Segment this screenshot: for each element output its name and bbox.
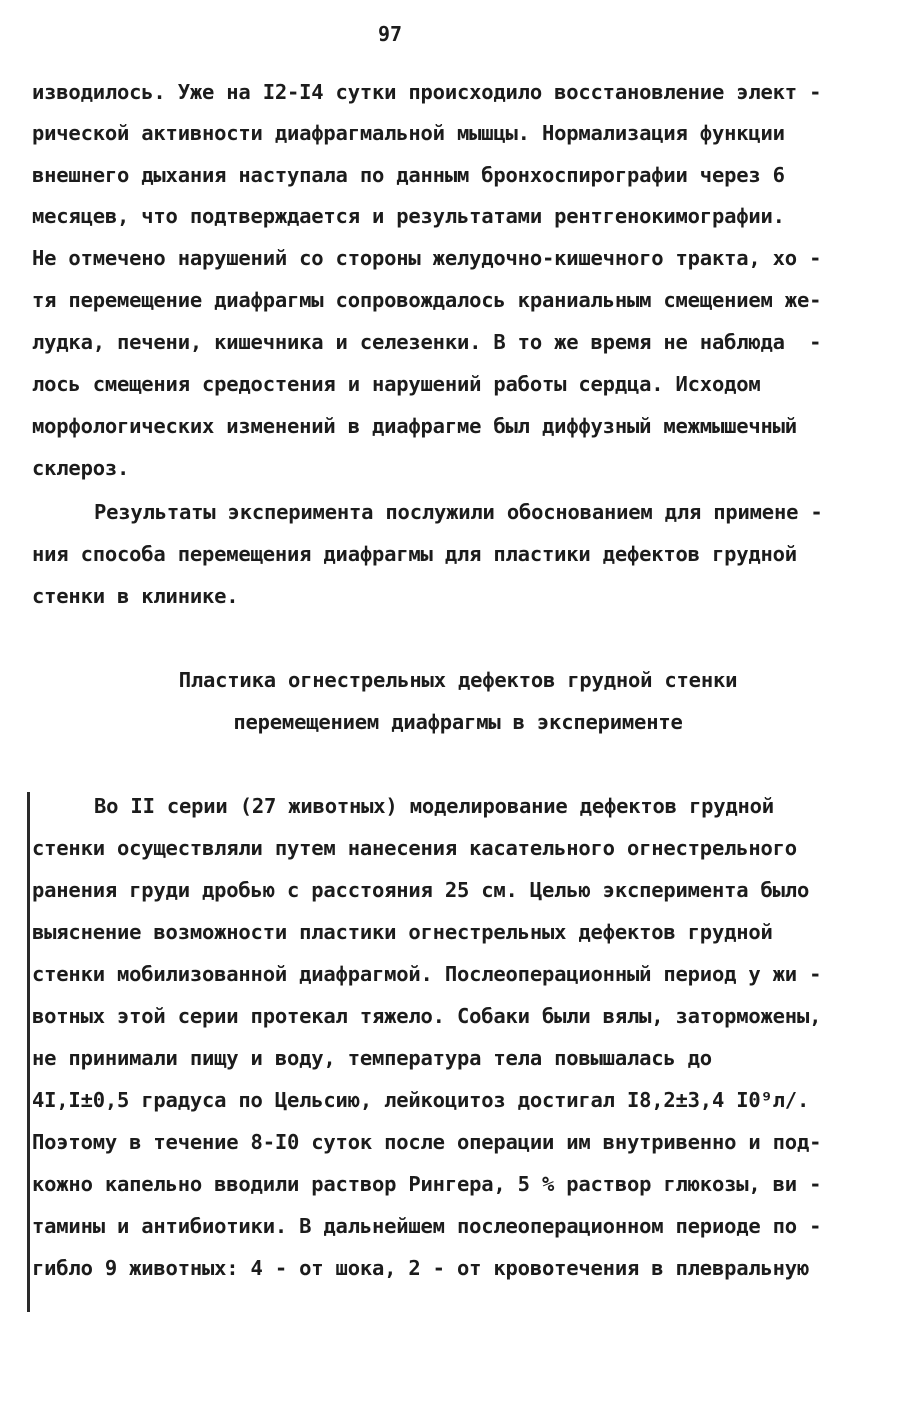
- text-line: лось смещения средостения и нарушений работы сердца. Исходом: [32, 372, 761, 396]
- text-line: кожно капельно вводили раствор Рингера, 5 % раствор глюкозы, ви -: [32, 1172, 822, 1196]
- text-line: тамины и антибиотики. В дальнейшем послеоперационном периоде по -: [32, 1214, 822, 1238]
- text-line: стенки мобилизованной диафрагмой. Послеоперационный период у жи -: [32, 962, 822, 986]
- text-line: ния способа перемещения диафрагмы для пластики дефектов грудной: [32, 542, 797, 566]
- margin-rule: [27, 792, 30, 1312]
- text-line: выяснение возможности пластики огнестрельных дефектов грудной: [32, 920, 773, 944]
- text-line: Не отмечено нарушений со стороны желудочно-кишечного тракта, хо -: [32, 246, 822, 270]
- text-line: Результаты эксперимента послужили обоснованием для примене -: [94, 500, 823, 524]
- text-line: стенки осуществляли путем нанесения касательного огнестрельного: [32, 836, 797, 860]
- text-line: лудка, печени, кишечника и селезенки. В то же время не наблюда -: [32, 330, 822, 354]
- text-line: ранения груди дробью с расстояния 25 см. Целью эксперимента было: [32, 878, 810, 902]
- text-line: месяцев, что подтверждается и результатами рентгенокимографии.: [32, 204, 785, 228]
- text-line: вотных этой серии протекал тяжело. Собаки были вялы, заторможены,: [32, 1004, 822, 1028]
- text-line: изводилось. Уже на I2-I4 сутки происходило восстановление элект -: [32, 80, 822, 104]
- text-line: рической активности диафрагмальной мышцы. Нормализация функции: [32, 121, 785, 145]
- text-line: гибло 9 животных: 4 - от шока, 2 - от кровотечения в плевральную: [32, 1256, 810, 1280]
- text-line: 4I,I±0,5 градуса по Цельсию, лейкоцитоз достигал I8,2±3,4 I0⁹л/.: [32, 1088, 810, 1112]
- text-line: морфологических изменений в диафрагме был диффузный межмышечный: [32, 414, 797, 438]
- text-line: не принимали пищу и воду, температура тела повышалась до: [32, 1046, 712, 1070]
- text-line: склероз.: [32, 456, 130, 480]
- text-line: Поэтому в течение 8-I0 суток после операции им внутривенно и под-: [32, 1130, 822, 1154]
- section-heading: перемещением диафрагмы в эксперименте: [233, 710, 683, 734]
- text-line: внешнего дыхания наступала по данным бронхоспирографии через 6: [32, 163, 785, 187]
- section-heading: Пластика огнестрельных дефектов грудной стенки: [178, 668, 738, 692]
- text-line: тя перемещение диафрагмы сопровождалось краниальным смещением же-: [32, 288, 822, 312]
- text-line: стенки в клинике.: [32, 584, 239, 608]
- text-line: Во II серии (27 животных) моделирование дефектов грудной: [94, 794, 774, 818]
- page-number: 97: [377, 22, 403, 46]
